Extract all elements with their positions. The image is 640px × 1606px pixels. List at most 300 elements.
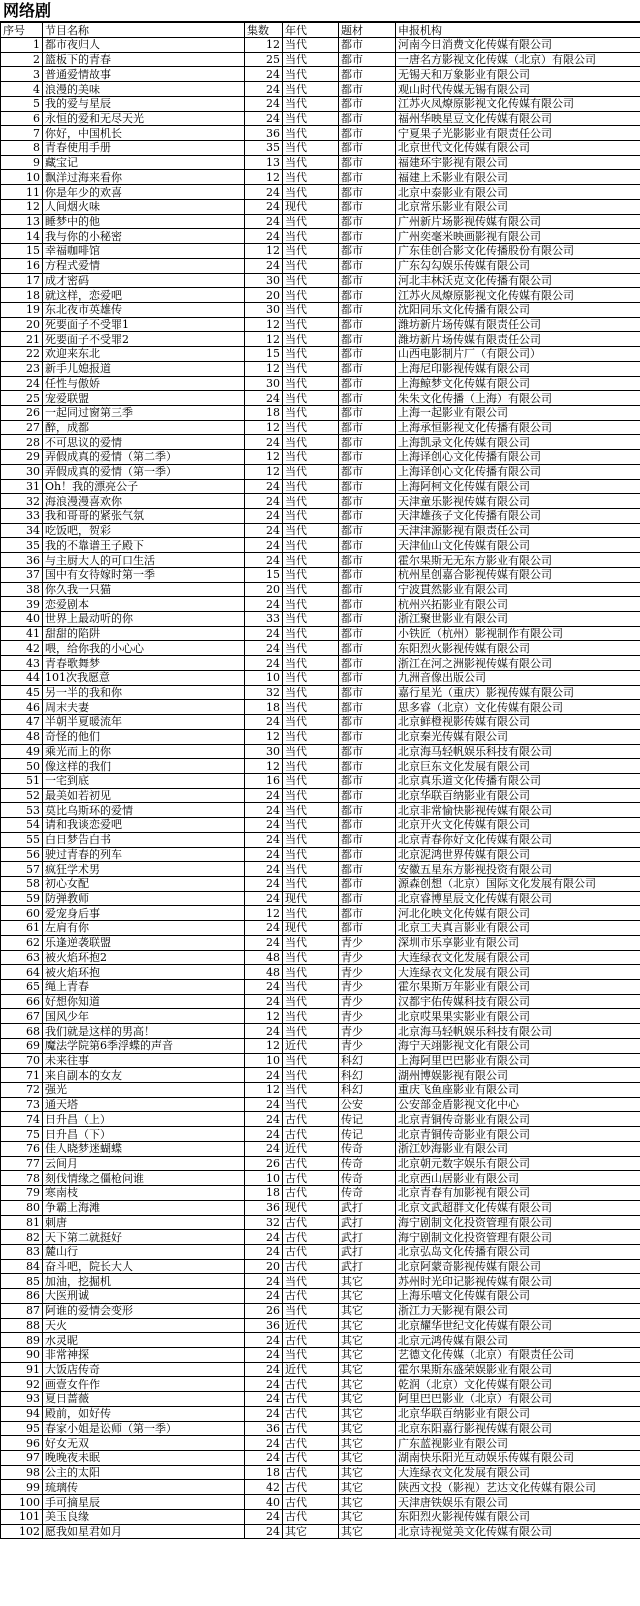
cell-index: 68 <box>1 1024 43 1039</box>
cell-genre: 都市 <box>339 921 396 936</box>
cell-genre: 武打 <box>339 1200 396 1215</box>
cell-era: 当代 <box>283 1024 339 1039</box>
cell-index: 76 <box>1 1141 43 1156</box>
cell-applicant: 北京睿博星辰文化传媒有限公司 <box>396 891 640 906</box>
cell-era: 当代 <box>283 361 339 376</box>
cell-title: 被火焰环抱2 <box>43 950 245 965</box>
cell-genre: 都市 <box>339 862 396 877</box>
cell-era: 当代 <box>283 1347 339 1362</box>
cell-episodes: 24 <box>245 1392 283 1407</box>
table-row <box>1 1083 640 1098</box>
cell-genre: 都市 <box>339 38 396 53</box>
table-row <box>1 229 640 244</box>
table-row <box>1 670 640 685</box>
cell-applicant: 海宁剧制文化投资管理有限公司 <box>396 1230 640 1245</box>
cell-applicant: 江苏火凤燎原影视文化传媒有限公司 <box>396 288 640 303</box>
cell-applicant: 上海译创心文化传播有限公司 <box>396 450 640 465</box>
cell-title: 通天塔 <box>43 1097 245 1112</box>
cell-title: 我与你的小秘密 <box>43 229 245 244</box>
cell-episodes: 10 <box>245 670 283 685</box>
cell-episodes: 30 <box>245 273 283 288</box>
cell-era: 当代 <box>283 950 339 965</box>
table-row <box>1 1171 640 1186</box>
cell-era: 古代 <box>283 1259 339 1274</box>
table-row <box>1 214 640 229</box>
cell-title: 莫比乌斯环的爱情 <box>43 803 245 818</box>
cell-index: 35 <box>1 538 43 553</box>
cell-era: 古代 <box>283 1495 339 1510</box>
cell-applicant: 湖南快乐阳光互动娱乐传媒有限公司 <box>396 1451 640 1466</box>
cell-title: 乘光而上的你 <box>43 744 245 759</box>
cell-episodes: 24 <box>245 980 283 995</box>
cell-episodes: 24 <box>245 82 283 97</box>
cell-title: 日升昌（上） <box>43 1112 245 1127</box>
cell-genre: 都市 <box>339 479 396 494</box>
cell-genre: 公安 <box>339 1097 396 1112</box>
cell-index: 91 <box>1 1362 43 1377</box>
table-row <box>1 347 640 362</box>
cell-episodes: 24 <box>245 479 283 494</box>
cell-index: 83 <box>1 1244 43 1259</box>
cell-episodes: 18 <box>245 1186 283 1201</box>
cell-title: 都市夜归人 <box>43 38 245 53</box>
cell-title: 一宅到底 <box>43 773 245 788</box>
cell-genre: 都市 <box>339 302 396 317</box>
cell-era: 当代 <box>283 597 339 612</box>
cell-index: 12 <box>1 199 43 214</box>
cell-index: 92 <box>1 1377 43 1392</box>
table-row <box>1 759 640 774</box>
cell-applicant: 九洲音像出版公司 <box>396 670 640 685</box>
cell-genre: 都市 <box>339 773 396 788</box>
cell-genre: 武打 <box>339 1244 396 1259</box>
cell-genre: 传奇 <box>339 1141 396 1156</box>
cell-applicant: 观山时代传媒无锡有限公司 <box>396 82 640 97</box>
cell-applicant: 北京诗视觉美文化传媒有限公司 <box>396 1524 640 1539</box>
cell-genre: 其它 <box>339 1524 396 1539</box>
cell-title: 另一半的我和你 <box>43 685 245 700</box>
cell-index: 31 <box>1 479 43 494</box>
cell-applicant: 朱朱文化传播（上海）有限公司 <box>396 391 640 406</box>
cell-genre: 其它 <box>339 1377 396 1392</box>
cell-episodes: 16 <box>245 773 283 788</box>
cell-index: 4 <box>1 82 43 97</box>
cell-applicant: 福建上禾影业有限公司 <box>396 170 640 185</box>
cell-genre: 传奇 <box>339 1156 396 1171</box>
cell-episodes: 33 <box>245 612 283 627</box>
cell-index: 6 <box>1 111 43 126</box>
cell-genre: 青少 <box>339 1024 396 1039</box>
cell-applicant: 北京青铜传奇影业有限公司 <box>396 1112 640 1127</box>
cell-episodes: 24 <box>245 1333 283 1348</box>
cell-title: 美玉良缘 <box>43 1509 245 1524</box>
cell-genre: 都市 <box>339 273 396 288</box>
table-row <box>1 1053 640 1068</box>
table-row <box>1 553 640 568</box>
cell-genre: 都市 <box>339 670 396 685</box>
cell-applicant: 河南今日消费文化传媒有限公司 <box>396 38 640 53</box>
col-header-title: 节目名称 <box>43 23 245 38</box>
cell-era: 古代 <box>283 1392 339 1407</box>
cell-index: 40 <box>1 612 43 627</box>
cell-era: 当代 <box>283 302 339 317</box>
cell-applicant: 广东蓝视影业有限公司 <box>396 1436 640 1451</box>
cell-episodes: 24 <box>245 921 283 936</box>
cell-era: 近代 <box>283 1318 339 1333</box>
cell-title: 就这样，恋爱吧 <box>43 288 245 303</box>
cell-era: 当代 <box>283 876 339 891</box>
cell-index: 100 <box>1 1495 43 1510</box>
table-row <box>1 1127 640 1142</box>
table-row <box>1 52 640 67</box>
table-row <box>1 361 640 376</box>
table-row <box>1 1392 640 1407</box>
cell-applicant: 天津唐铁娱乐有限公司 <box>396 1495 640 1510</box>
cell-era: 当代 <box>283 670 339 685</box>
cell-era: 古代 <box>283 1333 339 1348</box>
cell-applicant: 福建环宇影视有限公司 <box>396 155 640 170</box>
cell-genre: 传奇 <box>339 1171 396 1186</box>
table-row <box>1 788 640 803</box>
cell-genre: 都市 <box>339 361 396 376</box>
cell-era: 当代 <box>283 582 339 597</box>
cell-applicant: 一唐名方影视文化传媒（北京）有限公司 <box>396 52 640 67</box>
cell-era: 古代 <box>283 1406 339 1421</box>
cell-index: 53 <box>1 803 43 818</box>
table-row <box>1 597 640 612</box>
cell-era: 当代 <box>283 82 339 97</box>
cell-index: 64 <box>1 965 43 980</box>
cell-index: 99 <box>1 1480 43 1495</box>
cell-title: 非常神探 <box>43 1347 245 1362</box>
cell-genre: 都市 <box>339 597 396 612</box>
cell-genre: 其它 <box>339 1451 396 1466</box>
cell-episodes: 40 <box>245 1495 283 1510</box>
cell-era: 当代 <box>283 980 339 995</box>
cell-era: 古代 <box>283 1289 339 1304</box>
table-row <box>1 1156 640 1171</box>
table-row <box>1 1141 640 1156</box>
cell-title: Oh！我的漂亮公子 <box>43 479 245 494</box>
cell-era: 古代 <box>283 1421 339 1436</box>
table-row <box>1 450 640 465</box>
cell-genre: 都市 <box>339 818 396 833</box>
col-header-index: 序号 <box>1 23 43 38</box>
table-row <box>1 258 640 273</box>
table-row <box>1 1495 640 1510</box>
cell-era: 古代 <box>283 1465 339 1480</box>
cell-title: 水灵昵 <box>43 1333 245 1348</box>
cell-episodes: 24 <box>245 199 283 214</box>
cell-title: 云间月 <box>43 1156 245 1171</box>
cell-episodes: 30 <box>245 744 283 759</box>
table-row <box>1 1068 640 1083</box>
cell-title: 周末夫妻 <box>43 700 245 715</box>
cell-genre: 科幻 <box>339 1053 396 1068</box>
table-row <box>1 96 640 111</box>
cell-title: 恋爱剧本 <box>43 597 245 612</box>
cell-applicant: 河北丰林沃克文化传播有限公司 <box>396 273 640 288</box>
table-row <box>1 847 640 862</box>
cell-genre: 科幻 <box>339 1083 396 1098</box>
cell-title: 好想你知道 <box>43 994 245 1009</box>
cell-episodes: 24 <box>245 258 283 273</box>
cell-title: 宠爱联盟 <box>43 391 245 406</box>
table-row <box>1 1524 640 1539</box>
cell-index: 38 <box>1 582 43 597</box>
cell-era: 当代 <box>283 509 339 524</box>
cell-applicant: 北京青春有加影视有限公司 <box>396 1186 640 1201</box>
cell-era: 当代 <box>283 111 339 126</box>
cell-index: 14 <box>1 229 43 244</box>
cell-applicant: 湖州博娱影视有限公司 <box>396 1068 640 1083</box>
cell-episodes: 24 <box>245 1451 283 1466</box>
cell-era: 当代 <box>283 818 339 833</box>
cell-index: 65 <box>1 980 43 995</box>
cell-genre: 都市 <box>339 185 396 200</box>
table-row <box>1 405 640 420</box>
cell-era: 当代 <box>283 464 339 479</box>
cell-title: 画壹女仵作 <box>43 1377 245 1392</box>
cell-index: 47 <box>1 715 43 730</box>
cell-era: 当代 <box>283 832 339 847</box>
table-row <box>1 288 640 303</box>
table-header-row <box>1 23 640 38</box>
cell-applicant: 汉都宇佑传媒科技有限公司 <box>396 994 640 1009</box>
cell-index: 102 <box>1 1524 43 1539</box>
cell-title: 国风少年 <box>43 1009 245 1024</box>
table-row <box>1 538 640 553</box>
page-title: 网络剧 <box>0 0 640 22</box>
cell-applicant: 苏州时光印记影视传媒有限公司 <box>396 1274 640 1289</box>
cell-episodes: 12 <box>245 317 283 332</box>
cell-title: 睡梦中的他 <box>43 214 245 229</box>
cell-genre: 都市 <box>339 553 396 568</box>
cell-title: 麓山行 <box>43 1244 245 1259</box>
cell-episodes: 12 <box>245 170 283 185</box>
cell-era: 当代 <box>283 906 339 921</box>
cell-title: 我的爱与星辰 <box>43 96 245 111</box>
cell-era: 当代 <box>283 965 339 980</box>
cell-episodes: 24 <box>245 1230 283 1245</box>
cell-genre: 都市 <box>339 450 396 465</box>
table-row <box>1 715 640 730</box>
cell-episodes: 12 <box>245 729 283 744</box>
cell-episodes: 30 <box>245 376 283 391</box>
cell-genre: 都市 <box>339 876 396 891</box>
cell-applicant: 北京西山居影业有限公司 <box>396 1171 640 1186</box>
cell-applicant: 乾润（北京）文化传媒有限公司 <box>396 1377 640 1392</box>
cell-genre: 都市 <box>339 347 396 362</box>
cell-title: 你久我一只猫 <box>43 582 245 597</box>
cell-applicant: 北京哎果果实影业有限公司 <box>396 1009 640 1024</box>
cell-genre: 都市 <box>339 832 396 847</box>
cell-era: 当代 <box>283 170 339 185</box>
cell-episodes: 24 <box>245 803 283 818</box>
cell-index: 23 <box>1 361 43 376</box>
cell-episodes: 42 <box>245 1480 283 1495</box>
cell-era: 当代 <box>283 1009 339 1024</box>
table-row <box>1 523 640 538</box>
cell-era: 现代 <box>283 891 339 906</box>
cell-genre: 其它 <box>339 1495 396 1510</box>
cell-index: 82 <box>1 1230 43 1245</box>
cell-title: 春家小姐是讼师（第一季） <box>43 1421 245 1436</box>
cell-episodes: 24 <box>245 391 283 406</box>
table-row <box>1 126 640 141</box>
table-row <box>1 376 640 391</box>
table-row <box>1 1274 640 1289</box>
cell-index: 78 <box>1 1171 43 1186</box>
cell-era: 当代 <box>283 715 339 730</box>
table-row <box>1 464 640 479</box>
table-row <box>1 1347 640 1362</box>
cell-index: 73 <box>1 1097 43 1112</box>
cell-title: 最美如若初见 <box>43 788 245 803</box>
cell-episodes: 15 <box>245 567 283 582</box>
table-row <box>1 656 640 671</box>
table-row <box>1 1009 640 1024</box>
cell-title: 藏宝记 <box>43 155 245 170</box>
cell-title: 成才密码 <box>43 273 245 288</box>
cell-index: 32 <box>1 494 43 509</box>
table-row <box>1 1451 640 1466</box>
cell-episodes: 12 <box>245 1083 283 1098</box>
cell-era: 当代 <box>283 862 339 877</box>
cell-genre: 都市 <box>339 847 396 862</box>
cell-episodes: 24 <box>245 435 283 450</box>
cell-index: 57 <box>1 862 43 877</box>
cell-era: 当代 <box>283 185 339 200</box>
cell-index: 16 <box>1 258 43 273</box>
cell-title: 晚晚夜未眠 <box>43 1451 245 1466</box>
cell-genre: 传记 <box>339 1112 396 1127</box>
cell-genre: 都市 <box>339 567 396 582</box>
cell-episodes: 24 <box>245 788 283 803</box>
cell-applicant: 公安部金盾影视文化中心 <box>396 1097 640 1112</box>
cell-title: 死要面子不受罪2 <box>43 332 245 347</box>
cell-title: 被火焰环抱 <box>43 965 245 980</box>
table-row <box>1 1230 640 1245</box>
cell-applicant: 天津童乐影视传媒有限公司 <box>396 494 640 509</box>
table-row <box>1 729 640 744</box>
cell-applicant: 广东佳创合影文化传播股份有限公司 <box>396 244 640 259</box>
cell-index: 28 <box>1 435 43 450</box>
cell-era: 当代 <box>283 376 339 391</box>
cell-applicant: 上海阿柯文化传媒有限公司 <box>396 479 640 494</box>
cell-era: 当代 <box>283 656 339 671</box>
cell-genre: 其它 <box>339 1436 396 1451</box>
cell-title: 阿谁的爱情会变形 <box>43 1303 245 1318</box>
cell-index: 13 <box>1 214 43 229</box>
cell-applicant: 安徽五星东方影视投资有限公司 <box>396 862 640 877</box>
cell-episodes: 18 <box>245 700 283 715</box>
cell-era: 古代 <box>283 1244 339 1259</box>
cell-index: 84 <box>1 1259 43 1274</box>
cell-index: 8 <box>1 141 43 156</box>
cell-applicant: 北京泥鸿世界传媒有限公司 <box>396 847 640 862</box>
cell-index: 81 <box>1 1215 43 1230</box>
cell-index: 72 <box>1 1083 43 1098</box>
table-row <box>1 317 640 332</box>
table-row <box>1 420 640 435</box>
cell-era: 当代 <box>283 803 339 818</box>
cell-genre: 都市 <box>339 420 396 435</box>
cell-episodes: 24 <box>245 538 283 553</box>
cell-episodes: 24 <box>245 214 283 229</box>
cell-era: 当代 <box>283 612 339 627</box>
cell-title: 101次我愿意 <box>43 670 245 685</box>
table-row <box>1 111 640 126</box>
cell-index: 17 <box>1 273 43 288</box>
table-row <box>1 1289 640 1304</box>
cell-genre: 都市 <box>339 788 396 803</box>
table-row <box>1 612 640 627</box>
cell-episodes: 24 <box>245 597 283 612</box>
cell-title: 东北夜市英雄传 <box>43 302 245 317</box>
cell-applicant: 河北化映文化传媒有限公司 <box>396 906 640 921</box>
cell-episodes: 24 <box>245 994 283 1009</box>
cell-applicant: 霍尔果斯东盛荣娱影业有限公司 <box>396 1362 640 1377</box>
cell-episodes: 12 <box>245 244 283 259</box>
cell-episodes: 24 <box>245 935 283 950</box>
cell-applicant: 海宁天翊影视文化有限公司 <box>396 1038 640 1053</box>
cell-applicant: 宁波貫然影业有限公司 <box>396 582 640 597</box>
cell-episodes: 24 <box>245 1289 283 1304</box>
cell-genre: 都市 <box>339 317 396 332</box>
cell-era: 当代 <box>283 641 339 656</box>
cell-episodes: 12 <box>245 906 283 921</box>
cell-era: 当代 <box>283 935 339 950</box>
cell-index: 67 <box>1 1009 43 1024</box>
cell-applicant: 北京青春你好文化传媒有限公司 <box>396 832 640 847</box>
cell-episodes: 12 <box>245 450 283 465</box>
cell-episodes: 24 <box>245 1274 283 1289</box>
cell-episodes: 32 <box>245 685 283 700</box>
cell-episodes: 24 <box>245 96 283 111</box>
cell-era: 当代 <box>283 52 339 67</box>
cell-title: 半朝半夏暖流年 <box>43 715 245 730</box>
cell-applicant: 北京青铜传奇影业有限公司 <box>396 1127 640 1142</box>
cell-index: 34 <box>1 523 43 538</box>
cell-genre: 都市 <box>339 906 396 921</box>
cell-applicant: 阿里巴巴影业（北京）有限公司 <box>396 1392 640 1407</box>
cell-applicant: 北京文武超群文化传媒有限公司 <box>396 1200 640 1215</box>
cell-index: 11 <box>1 185 43 200</box>
cell-applicant: 沈阳同乐文化传播有限公司 <box>396 302 640 317</box>
table-row <box>1 935 640 950</box>
cell-episodes: 12 <box>245 464 283 479</box>
cell-title: 公主的太阳 <box>43 1465 245 1480</box>
cell-title: 争霸上海滩 <box>43 1200 245 1215</box>
cell-applicant: 北京阿蒙奇影视传媒有限公司 <box>396 1259 640 1274</box>
cell-index: 3 <box>1 67 43 82</box>
table-row <box>1 1509 640 1524</box>
cell-episodes: 26 <box>245 1156 283 1171</box>
cell-index: 30 <box>1 464 43 479</box>
cell-applicant: 无锡天和万象影业有限公司 <box>396 67 640 82</box>
cell-genre: 其它 <box>339 1333 396 1348</box>
cell-applicant: 北京非常愉快影视传媒有限公司 <box>396 803 640 818</box>
cell-genre: 其它 <box>339 1347 396 1362</box>
cell-era: 当代 <box>283 332 339 347</box>
cell-applicant: 上海阿里巴巴影业有限公司 <box>396 1053 640 1068</box>
cell-episodes: 10 <box>245 1053 283 1068</box>
cell-index: 9 <box>1 155 43 170</box>
cell-index: 48 <box>1 729 43 744</box>
cell-applicant: 重庆飞鱼座影业有限公司 <box>396 1083 640 1098</box>
cell-applicant: 霍尔果斯万年影业有限公司 <box>396 980 640 995</box>
